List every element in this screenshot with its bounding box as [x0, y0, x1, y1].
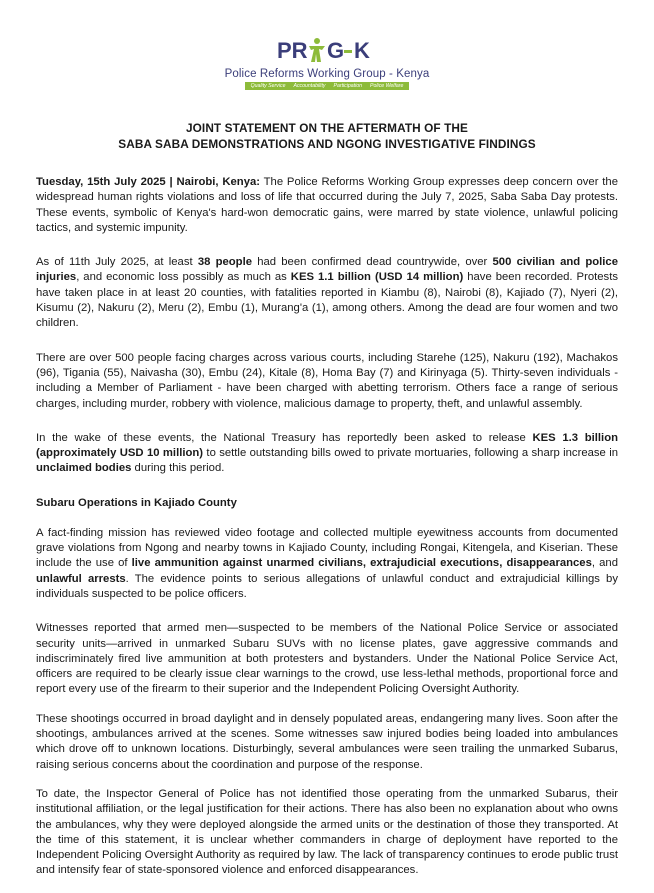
svg-text:G: G [327, 38, 345, 63]
title-line-2: SABA SABA DEMONSTRATIONS AND NGONG INVESTIGATIVE FINDINGS [118, 137, 536, 151]
death-toll: 38 people [197, 256, 252, 269]
paragraph-shootings: These shootings occurred in broad daylight and in densely populated areas, endangering many lives. Soon after the shootings, ambulances arrived at the scenes. Some witnesses saw injured bodies being loaded into ambulances which drove off to unknown locations. Disturbingly, several ambulances were seen trailing the unmarked Subarus, raising serious concerns about the coordination and purpose of the response. [36, 712, 618, 771]
paragraph-charges: There are over 500 people facing charges across various courts, including Starehe (125), Nakuru (192), Machakos (96), Tigania (55), Naivasha (30), Embu (24), Kitale (8), Homa Bay (7) and Kirinyaga (5). Thirty-seven individuals - including a Member of Parliament - have been charged with abetting terrorism. Others face a range of serious charges, including murder, robbery with violence, malicious damage to property, theft, and unlawful assembly. [36, 351, 618, 410]
document-title [36, 120, 618, 152]
text-run: during this period. [131, 462, 225, 475]
text-run: In the wake of these events, the National Treasury has reportedly been asked to release [36, 431, 533, 444]
svg-text:PR: PR [277, 38, 308, 63]
document-body [36, 175, 618, 879]
text-run: . The evidence points to serious allegations of unlawful conduct and extrajudicial killings by individuals suspected to be police officers. [36, 572, 618, 600]
section-heading: Subaru Operations in Kajiado County [36, 496, 237, 509]
text-run: A fact-finding mission has reviewed video footage and collected multiple eyewitness accounts from documented grave violations from Ngong and nearby towns in Kajiado County, including Rongai, Kitengela, and Kiserian. These include the use of [36, 526, 618, 570]
dateline: Tuesday, 15th July 2025 | Nairobi, Kenya: [36, 176, 261, 188]
logo-wordmark [275, 36, 379, 64]
text-run: have been recorded. Protests have taken place in at least 20 counties, with fatalities reported in Kiambu (8), Nairobi (8), Kajiado (7), Nyeri (2), Kisumu (2), Nakuru (2), Meru (2), Embu (1), Murang'a (1), among others. Among the dead are four women and two children. [36, 271, 618, 330]
logo-wordmark-icon [275, 36, 379, 64]
text-run: to settle outstanding bills owed to private mortuaries, following a sharp increase in [203, 447, 618, 460]
svg-text:K: K [354, 38, 370, 63]
violations-list: live ammunition against unarmed civilians, extrajudicial executions, disappearances [131, 557, 592, 570]
paragraph-casualties [36, 255, 618, 331]
logo-org-name: Police Reforms Working Group - Kenya [224, 68, 430, 80]
tagline-item: Police Welfare [370, 83, 404, 89]
unclaimed-bodies: unclaimed bodies [36, 462, 132, 475]
text-run: As of 11th July 2025, at least [36, 256, 198, 269]
paragraph-intro [36, 175, 618, 236]
economic-loss: KES 1.1 billion (USD 14 million) [290, 271, 464, 284]
tagline-item: Accountability [293, 83, 326, 89]
text-run: , and economic loss possibly as much as [76, 271, 291, 284]
prwgk-logo [36, 0, 618, 90]
logo-tagline [245, 82, 410, 90]
paragraph-treasury [36, 431, 618, 477]
text-run: , and [591, 557, 618, 570]
paragraph-fact-finding [36, 526, 618, 602]
paragraph-witnesses: Witnesses reported that armed men—suspected to be members of the National Police Service or associated security units—arrived in unmarked Subaru SUVs with no license plates, gave aggressive commands and indiscriminately fired live ammunition at both protesters and bystanders. Under the National Police Service Act, officers are required to be clearly issue clear warnings to the crowd, use less-lethal methods, proportional force and report every use of the firearm to their superior and the Independent Policing Oversight Authority. [36, 622, 618, 696]
paragraph-accountability: To date, the Inspector General of Police has not identified those operating from the unmarked Subarus, their institutional affiliation, or the legal justification for their actions. There has also been no explanation about who owns the ambulances, why they were deployed alongside the armed units or the destination of those they transported. At the time of this statement, it is unclear whether commanders in charge of deployment have reported to the Independent Policing Oversight Authority as required by law. The lack of transparency continues to erode public trust and intensify fear of state-sponsored violence and enforced disappearances. [36, 787, 618, 877]
unlawful-arrests: unlawful arrests [36, 572, 126, 585]
tagline-item: Quality Service [250, 83, 286, 89]
text-run: had been confirmed dead countrywide, over [252, 256, 493, 269]
title-line-1: JOINT STATEMENT ON THE AFTERMATH OF THE [186, 121, 468, 135]
intro-text: The Police Reforms Working Group expresses deep concern over the widespread human rights violations and loss of life that occurred during the July 7, 2025, Saba Saba Day protests. These events, symbolic of Kenya's hard-won democratic gains, were marred by state violence, unlawful policing tactics, and systemic impunity. [36, 176, 618, 234]
tagline-item: Participation [333, 83, 363, 89]
treasury-amount: KES 1.3 billion (approximately USD 10 million) [36, 431, 618, 460]
injury-count: 500 civilian and police injuries [36, 256, 618, 284]
